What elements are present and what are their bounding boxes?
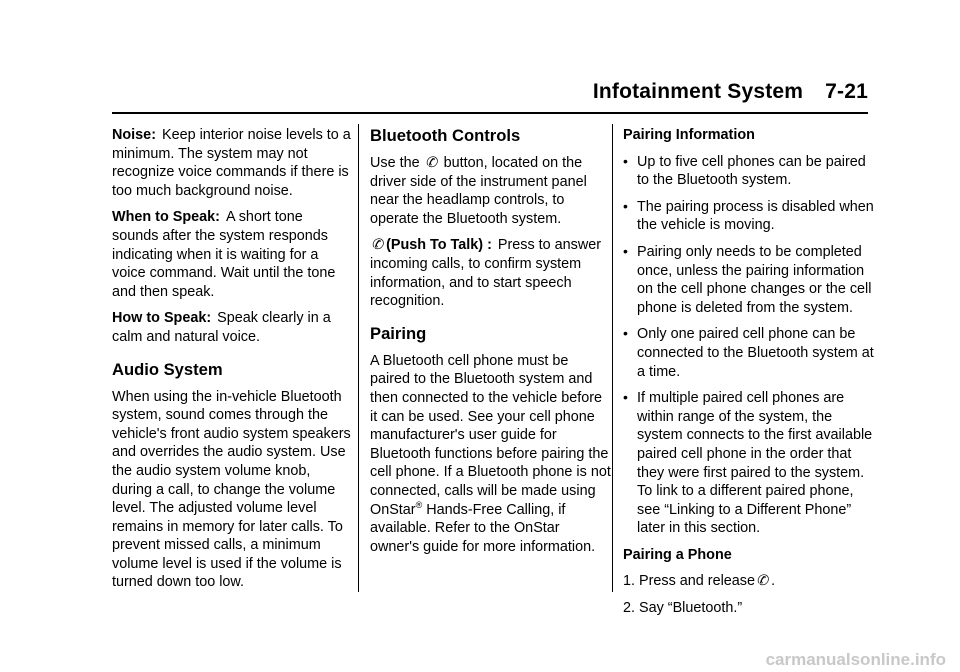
column-2 bbox=[370, 126, 612, 564]
pairing-text bbox=[370, 352, 612, 557]
audio-system-text: When using the in-vehicle Bluetooth system, sound comes through the vehicle's front audio system speakers and overrides the audio system. Use the audio system volume knob, during a call, to change the volume level. The adjusted volume level remains in memory for later calls. To prevent missed calls, a minimum volume level is used if the volume is turned down too low. bbox=[112, 388, 351, 591]
list-item: • Pairing only needs to be completed once, unless the pairing information on the cell phone changes or the cell phone is deleted from the system. bbox=[623, 242, 872, 316]
how-to-speak-label: How to Speak: bbox=[112, 310, 212, 327]
push-to-talk-icon: ✆ bbox=[755, 573, 771, 590]
header-rule bbox=[112, 112, 868, 114]
pairing-text-post: Hands-Free Calling, if available. Refer to the OnStar owner's guide for more information. bbox=[370, 501, 596, 555]
bullet-icon: • bbox=[623, 325, 628, 342]
bluetooth-controls-heading: Bluetooth Controls bbox=[370, 126, 521, 145]
pairing-information-heading: Pairing Information bbox=[623, 127, 755, 143]
bt-text-pre: Use the bbox=[370, 155, 420, 171]
noise-text: Keep interior noise levels to a minimum. The system may not recognize voice commands if there is too much background noise. bbox=[112, 127, 351, 199]
pairing-a-phone-heading: Pairing a Phone bbox=[623, 546, 732, 563]
pairing-heading: Pairing bbox=[370, 323, 427, 343]
column-1 bbox=[112, 126, 352, 600]
page-header bbox=[593, 80, 868, 104]
watermark: carmanualsonline.info bbox=[765, 650, 946, 669]
pairing-text-pre: A Bluetooth cell phone must be paired to the Bluetooth system and then connected to the vehicle before it can be used. See your cell phone manufacturer's user guide for Bluetooth functions before pairing the cell phone. If a Bluetooth phone is not connected, calls will be made using OnStar bbox=[370, 352, 611, 518]
column-divider bbox=[358, 124, 359, 592]
push-to-talk-label: (Push To Talk) : bbox=[386, 237, 492, 254]
step-2: 2. Say “Bluetooth.” bbox=[623, 600, 743, 617]
push-to-talk-icon: ✆ bbox=[424, 155, 439, 171]
pairing-information-list bbox=[623, 153, 875, 538]
bullet-icon: • bbox=[623, 389, 628, 406]
how-to-speak-paragraph bbox=[112, 309, 352, 346]
bullet-icon: • bbox=[623, 197, 628, 214]
bullet-icon: • bbox=[623, 152, 628, 169]
list-item: • Up to five cell phones can be paired to the Bluetooth system. bbox=[623, 152, 866, 189]
bt-text-post: button, located on the driver side of the instrument panel near the headlamp controls, to operate the Bluetooth system. bbox=[370, 155, 587, 227]
registered-mark: ® bbox=[415, 499, 423, 510]
when-to-speak-text: A short tone sounds after the system responds indicating when it is waiting for a voice command. Wait until the tone and then speak. bbox=[112, 209, 336, 300]
bullet-icon: • bbox=[623, 242, 628, 259]
section-title: Infotainment System bbox=[592, 80, 804, 103]
step-1: 1. Press and release✆. bbox=[623, 573, 776, 590]
page-number: 7-21 bbox=[825, 80, 868, 103]
column-divider bbox=[612, 124, 613, 592]
list-item: • The pairing process is disabled when the vehicle is moving. bbox=[623, 197, 874, 234]
how-to-speak-text: Speak clearly in a calm and natural voice. bbox=[112, 310, 331, 345]
list-item: • If multiple paired cell phones are within range of the system, the system connects to the first available paired cell phone in the order that they were first paired to the system. To link to a different paired phone, see “Linking to a Different Phone” later in this section. bbox=[623, 389, 873, 537]
list-item: • Only one paired cell phone can be connected to the Bluetooth system at a time. bbox=[623, 325, 874, 380]
audio-system-heading: Audio System bbox=[112, 359, 223, 379]
push-to-talk-paragraph bbox=[370, 236, 612, 310]
push-to-talk-icon: ✆ bbox=[370, 237, 386, 254]
bluetooth-controls-text bbox=[370, 154, 612, 228]
when-to-speak-label: When to Speak: bbox=[112, 209, 220, 226]
column-3 bbox=[623, 126, 875, 626]
push-to-talk-text: Press to answer incoming calls, to confirm system information, and to start speech recognition. bbox=[370, 237, 602, 310]
when-to-speak-paragraph bbox=[112, 208, 352, 301]
noise-paragraph bbox=[112, 126, 352, 200]
noise-label: Noise: bbox=[112, 127, 156, 143]
